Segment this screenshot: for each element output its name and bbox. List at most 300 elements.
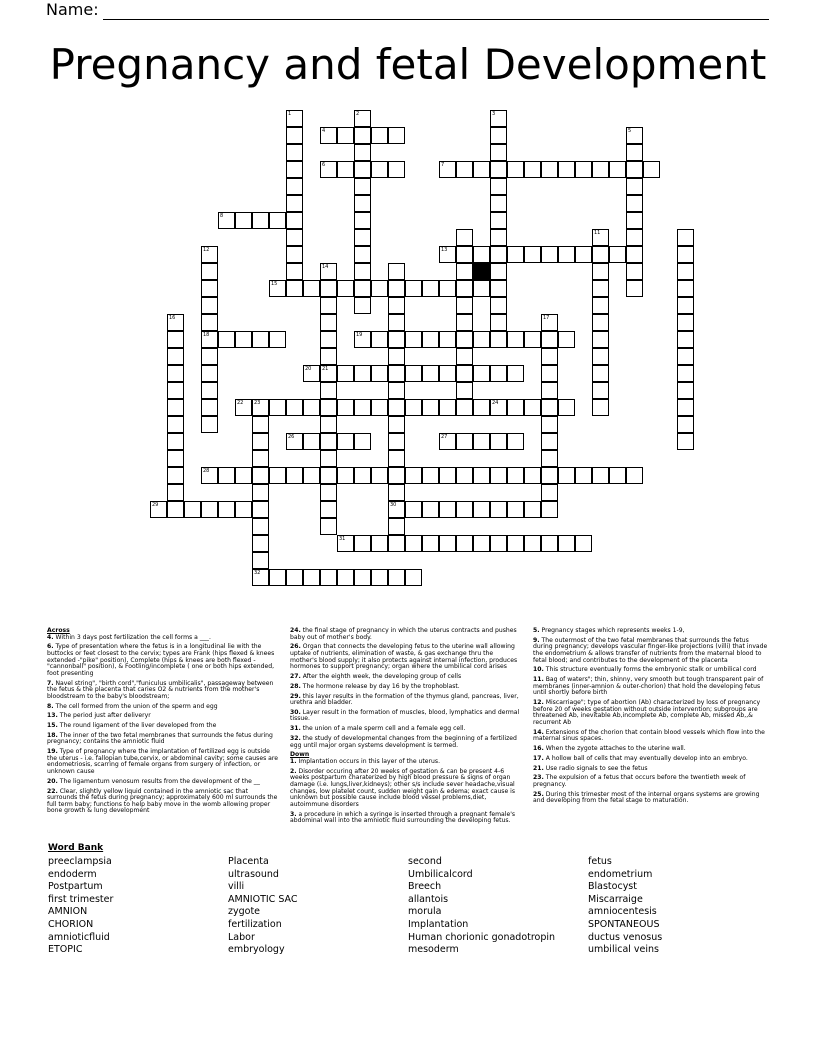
crossword-cell[interactable]: [320, 331, 337, 348]
crossword-cell[interactable]: [388, 365, 405, 382]
crossword-cell[interactable]: [405, 280, 422, 297]
crossword-cell[interactable]: [371, 127, 388, 144]
crossword-cell[interactable]: [439, 501, 456, 518]
crossword-cell[interactable]: [337, 433, 354, 450]
crossword-cell[interactable]: [201, 331, 218, 348]
crossword-cell[interactable]: [388, 416, 405, 433]
crossword-cell[interactable]: [286, 263, 303, 280]
crossword-cell[interactable]: [422, 365, 439, 382]
crossword-cell[interactable]: [320, 161, 337, 178]
crossword-cell[interactable]: [490, 178, 507, 195]
crossword-cell[interactable]: [405, 535, 422, 552]
crossword-cell[interactable]: [422, 535, 439, 552]
crossword-cell[interactable]: [388, 280, 405, 297]
crossword-cell[interactable]: [490, 263, 507, 280]
crossword-cell[interactable]: [490, 144, 507, 161]
crossword-cell[interactable]: [473, 399, 490, 416]
crossword-cell[interactable]: [405, 467, 422, 484]
crossword-cell[interactable]: [167, 467, 184, 484]
crossword-cell[interactable]: [354, 127, 371, 144]
crossword-cell[interactable]: [320, 569, 337, 586]
crossword-cell[interactable]: [507, 433, 524, 450]
crossword-cell[interactable]: [337, 161, 354, 178]
crossword-cell[interactable]: [252, 484, 269, 501]
crossword-cell[interactable]: [167, 314, 184, 331]
crossword-cell[interactable]: [592, 297, 609, 314]
crossword-cell[interactable]: [405, 399, 422, 416]
crossword-cell[interactable]: [371, 331, 388, 348]
crossword-cell[interactable]: [150, 501, 167, 518]
crossword-cell[interactable]: [490, 246, 507, 263]
crossword-cell[interactable]: [473, 433, 490, 450]
crossword-cell[interactable]: [269, 399, 286, 416]
crossword-cell[interactable]: [507, 246, 524, 263]
crossword-cell[interactable]: [490, 535, 507, 552]
crossword-cell[interactable]: [558, 467, 575, 484]
crossword-cell[interactable]: [677, 314, 694, 331]
crossword-cell[interactable]: [320, 314, 337, 331]
crossword-cell[interactable]: [456, 399, 473, 416]
crossword-cell[interactable]: [456, 314, 473, 331]
crossword-cell[interactable]: [558, 399, 575, 416]
crossword-cell[interactable]: [609, 161, 626, 178]
crossword-cell[interactable]: [541, 467, 558, 484]
crossword-cell[interactable]: [201, 297, 218, 314]
crossword-cell[interactable]: [405, 331, 422, 348]
crossword-cell[interactable]: [439, 433, 456, 450]
crossword-cell[interactable]: [592, 229, 609, 246]
crossword-cell[interactable]: [320, 399, 337, 416]
crossword-cell[interactable]: [252, 331, 269, 348]
crossword-cell[interactable]: [541, 535, 558, 552]
crossword-cell[interactable]: [456, 161, 473, 178]
crossword-cell[interactable]: [473, 365, 490, 382]
crossword-cell[interactable]: [490, 331, 507, 348]
crossword-cell[interactable]: [388, 467, 405, 484]
crossword-cell[interactable]: [269, 569, 286, 586]
crossword-cell[interactable]: [354, 144, 371, 161]
crossword-cell[interactable]: [541, 365, 558, 382]
crossword-cell[interactable]: [388, 382, 405, 399]
crossword-cell[interactable]: [626, 144, 643, 161]
crossword-cell[interactable]: [422, 467, 439, 484]
crossword-cell[interactable]: [286, 229, 303, 246]
crossword-cell[interactable]: [320, 365, 337, 382]
crossword-cell[interactable]: [354, 433, 371, 450]
crossword-cell[interactable]: [575, 246, 592, 263]
crossword-cell[interactable]: [388, 569, 405, 586]
crossword-cell[interactable]: [388, 263, 405, 280]
crossword-cell[interactable]: [286, 280, 303, 297]
crossword-cell[interactable]: [235, 501, 252, 518]
crossword-cell[interactable]: [558, 535, 575, 552]
crossword-cell[interactable]: [439, 161, 456, 178]
crossword-cell[interactable]: [320, 416, 337, 433]
crossword-cell[interactable]: [456, 501, 473, 518]
crossword-cell[interactable]: [320, 127, 337, 144]
crossword-cell[interactable]: [592, 263, 609, 280]
crossword-cell[interactable]: [167, 399, 184, 416]
crossword-cell[interactable]: [677, 348, 694, 365]
crossword-cell[interactable]: [235, 212, 252, 229]
crossword-cell[interactable]: [320, 297, 337, 314]
crossword-cell[interactable]: [320, 433, 337, 450]
crossword-cell[interactable]: [541, 348, 558, 365]
crossword-cell[interactable]: [337, 399, 354, 416]
crossword-cell[interactable]: [388, 331, 405, 348]
crossword-cell[interactable]: [626, 280, 643, 297]
crossword-cell[interactable]: [473, 161, 490, 178]
crossword-cell[interactable]: [286, 433, 303, 450]
crossword-cell[interactable]: [541, 382, 558, 399]
crossword-cell[interactable]: [524, 467, 541, 484]
crossword-cell[interactable]: [490, 280, 507, 297]
crossword-cell[interactable]: [626, 127, 643, 144]
crossword-cell[interactable]: [354, 280, 371, 297]
crossword-cell[interactable]: [592, 331, 609, 348]
crossword-cell[interactable]: [524, 161, 541, 178]
crossword-cell[interactable]: [320, 263, 337, 280]
crossword-cell[interactable]: [388, 433, 405, 450]
crossword-cell[interactable]: [626, 195, 643, 212]
crossword-cell[interactable]: [541, 501, 558, 518]
crossword-cell[interactable]: [337, 365, 354, 382]
crossword-cell[interactable]: [490, 501, 507, 518]
crossword-cell[interactable]: [456, 229, 473, 246]
crossword-cell[interactable]: [524, 399, 541, 416]
crossword-cell[interactable]: [388, 518, 405, 535]
crossword-cell[interactable]: [456, 331, 473, 348]
crossword-cell[interactable]: [558, 246, 575, 263]
crossword-cell[interactable]: [303, 467, 320, 484]
crossword-cell[interactable]: [218, 212, 235, 229]
crossword-cell[interactable]: [490, 297, 507, 314]
crossword-cell[interactable]: [677, 416, 694, 433]
crossword-cell[interactable]: [422, 399, 439, 416]
crossword-cell[interactable]: [218, 331, 235, 348]
crossword-cell[interactable]: [167, 484, 184, 501]
crossword-cell[interactable]: [354, 229, 371, 246]
crossword-cell[interactable]: [371, 399, 388, 416]
crossword-cell[interactable]: [354, 467, 371, 484]
crossword-cell[interactable]: [592, 161, 609, 178]
crossword-cell[interactable]: [167, 416, 184, 433]
crossword-cell[interactable]: [422, 280, 439, 297]
crossword-cell[interactable]: [677, 365, 694, 382]
crossword-cell[interactable]: [490, 365, 507, 382]
crossword-cell[interactable]: [286, 399, 303, 416]
crossword-cell[interactable]: [167, 348, 184, 365]
crossword-cell[interactable]: [626, 263, 643, 280]
crossword-cell[interactable]: [490, 127, 507, 144]
crossword-cell[interactable]: [626, 178, 643, 195]
crossword-cell[interactable]: [354, 569, 371, 586]
crossword-cell[interactable]: [252, 212, 269, 229]
crossword-cell[interactable]: [507, 161, 524, 178]
crossword-cell[interactable]: [354, 212, 371, 229]
crossword-cell[interactable]: [354, 297, 371, 314]
crossword-cell[interactable]: [558, 161, 575, 178]
crossword-cell[interactable]: [167, 365, 184, 382]
crossword-cell[interactable]: [677, 246, 694, 263]
crossword-cell[interactable]: [439, 280, 456, 297]
crossword-cell[interactable]: [473, 467, 490, 484]
crossword-cell[interactable]: [473, 246, 490, 263]
crossword-cell[interactable]: [592, 382, 609, 399]
crossword-cell[interactable]: [677, 280, 694, 297]
crossword-cell[interactable]: [592, 280, 609, 297]
crossword-cell[interactable]: [354, 161, 371, 178]
crossword-cell[interactable]: [286, 144, 303, 161]
crossword-cell[interactable]: [201, 365, 218, 382]
crossword-cell[interactable]: [388, 535, 405, 552]
crossword-cell[interactable]: [507, 501, 524, 518]
crossword-cell[interactable]: [218, 501, 235, 518]
crossword-cell[interactable]: [524, 246, 541, 263]
crossword-cell[interactable]: [371, 280, 388, 297]
crossword-cell[interactable]: [167, 382, 184, 399]
crossword-cell[interactable]: [490, 314, 507, 331]
crossword-cell[interactable]: [456, 297, 473, 314]
crossword-cell[interactable]: [677, 433, 694, 450]
crossword-cell[interactable]: [439, 399, 456, 416]
crossword-cell[interactable]: [354, 263, 371, 280]
crossword-cell[interactable]: [184, 501, 201, 518]
crossword-cell[interactable]: [456, 348, 473, 365]
crossword-cell[interactable]: [303, 433, 320, 450]
crossword-cell[interactable]: [269, 331, 286, 348]
crossword-cell[interactable]: [201, 314, 218, 331]
crossword-cell[interactable]: [388, 314, 405, 331]
crossword-cell[interactable]: [388, 501, 405, 518]
crossword-cell[interactable]: [201, 280, 218, 297]
crossword-cell[interactable]: [286, 127, 303, 144]
crossword-cell[interactable]: [677, 229, 694, 246]
crossword-cell[interactable]: [388, 450, 405, 467]
crossword-cell[interactable]: [303, 569, 320, 586]
crossword-cell[interactable]: [677, 331, 694, 348]
crossword-cell[interactable]: [456, 382, 473, 399]
crossword-cell[interactable]: [337, 569, 354, 586]
crossword-cell[interactable]: [201, 501, 218, 518]
crossword-cell[interactable]: [592, 399, 609, 416]
crossword-cell[interactable]: [252, 399, 269, 416]
crossword-cell[interactable]: [490, 399, 507, 416]
crossword-cell[interactable]: [677, 382, 694, 399]
crossword-cell[interactable]: [201, 263, 218, 280]
crossword-cell[interactable]: [405, 365, 422, 382]
crossword-cell[interactable]: [371, 535, 388, 552]
crossword-cell[interactable]: [456, 535, 473, 552]
crossword-cell[interactable]: [558, 331, 575, 348]
crossword-cell[interactable]: [575, 535, 592, 552]
crossword-cell[interactable]: [439, 246, 456, 263]
crossword-cell[interactable]: [252, 501, 269, 518]
crossword-cell[interactable]: [541, 416, 558, 433]
crossword-cell[interactable]: [609, 467, 626, 484]
crossword-cell[interactable]: [490, 433, 507, 450]
crossword-cell[interactable]: [252, 569, 269, 586]
crossword-cell[interactable]: [252, 518, 269, 535]
crossword-cell[interactable]: [507, 535, 524, 552]
crossword-cell[interactable]: [252, 535, 269, 552]
crossword-cell[interactable]: [439, 535, 456, 552]
crossword-cell[interactable]: [320, 450, 337, 467]
crossword-cell[interactable]: [303, 365, 320, 382]
crossword-cell[interactable]: [388, 484, 405, 501]
crossword-cell[interactable]: [303, 280, 320, 297]
crossword-cell[interactable]: [524, 535, 541, 552]
crossword-cell[interactable]: [541, 314, 558, 331]
crossword-cell[interactable]: [371, 161, 388, 178]
crossword-cell[interactable]: [201, 399, 218, 416]
crossword-cell[interactable]: [201, 467, 218, 484]
crossword-cell[interactable]: [167, 450, 184, 467]
crossword-cell[interactable]: [626, 229, 643, 246]
crossword-cell[interactable]: [405, 501, 422, 518]
crossword-cell[interactable]: [456, 246, 473, 263]
crossword-cell[interactable]: [320, 484, 337, 501]
crossword-cell[interactable]: [490, 195, 507, 212]
crossword-cell[interactable]: [252, 467, 269, 484]
crossword-cell[interactable]: [626, 467, 643, 484]
crossword-cell[interactable]: [371, 365, 388, 382]
crossword-cell[interactable]: [626, 161, 643, 178]
crossword-cell[interactable]: [337, 467, 354, 484]
crossword-cell[interactable]: [286, 178, 303, 195]
crossword-cell[interactable]: [524, 331, 541, 348]
crossword-cell[interactable]: [473, 501, 490, 518]
crossword-cell[interactable]: [388, 297, 405, 314]
crossword-cell[interactable]: [626, 212, 643, 229]
crossword-cell[interactable]: [167, 501, 184, 518]
crossword-cell[interactable]: [320, 467, 337, 484]
crossword-cell[interactable]: [388, 161, 405, 178]
crossword-cell[interactable]: [201, 348, 218, 365]
crossword-cell[interactable]: [167, 331, 184, 348]
crossword-cell[interactable]: [320, 348, 337, 365]
crossword-cell[interactable]: [473, 331, 490, 348]
crossword-cell[interactable]: [354, 178, 371, 195]
crossword-cell[interactable]: [677, 399, 694, 416]
crossword-cell[interactable]: [320, 518, 337, 535]
crossword-cell[interactable]: [592, 314, 609, 331]
crossword-cell[interactable]: [201, 416, 218, 433]
crossword-cell[interactable]: [541, 450, 558, 467]
crossword-cell[interactable]: [235, 467, 252, 484]
crossword-cell[interactable]: [541, 399, 558, 416]
crossword-cell[interactable]: [643, 161, 660, 178]
crossword-cell[interactable]: [592, 467, 609, 484]
crossword-cell[interactable]: [286, 246, 303, 263]
crossword-cell[interactable]: [286, 212, 303, 229]
crossword-cell[interactable]: [507, 399, 524, 416]
crossword-cell[interactable]: [388, 348, 405, 365]
crossword-cell[interactable]: [456, 433, 473, 450]
crossword-cell[interactable]: [354, 195, 371, 212]
crossword-cell[interactable]: [490, 161, 507, 178]
crossword-cell[interactable]: [609, 246, 626, 263]
crossword-cell[interactable]: [269, 280, 286, 297]
crossword-cell[interactable]: [218, 467, 235, 484]
crossword-cell[interactable]: [269, 212, 286, 229]
crossword-cell[interactable]: [371, 467, 388, 484]
crossword-cell[interactable]: [456, 365, 473, 382]
crossword-cell[interactable]: [320, 382, 337, 399]
crossword-cell[interactable]: [354, 246, 371, 263]
crossword-cell[interactable]: [201, 382, 218, 399]
crossword-cell[interactable]: [524, 501, 541, 518]
crossword-cell[interactable]: [456, 280, 473, 297]
crossword-cell[interactable]: [439, 365, 456, 382]
crossword-cell[interactable]: [626, 246, 643, 263]
crossword-cell[interactable]: [303, 399, 320, 416]
crossword-cell[interactable]: [677, 263, 694, 280]
crossword-cell[interactable]: [473, 280, 490, 297]
crossword-cell[interactable]: [541, 433, 558, 450]
crossword-cell[interactable]: [575, 467, 592, 484]
crossword-cell[interactable]: [405, 569, 422, 586]
crossword-cell[interactable]: [235, 399, 252, 416]
crossword-cell[interactable]: [354, 399, 371, 416]
crossword-cell[interactable]: [541, 484, 558, 501]
crossword-cell[interactable]: [456, 263, 473, 280]
crossword-cell[interactable]: [422, 331, 439, 348]
crossword-cell[interactable]: [456, 467, 473, 484]
crossword-cell[interactable]: [439, 467, 456, 484]
crossword-cell[interactable]: [354, 365, 371, 382]
crossword-cell[interactable]: [490, 212, 507, 229]
crossword-cell[interactable]: [388, 127, 405, 144]
crossword-cell[interactable]: [286, 569, 303, 586]
crossword-cell[interactable]: [286, 161, 303, 178]
crossword-cell[interactable]: [541, 161, 558, 178]
crossword-cell[interactable]: [167, 433, 184, 450]
crossword-cell[interactable]: [541, 246, 558, 263]
crossword-cell[interactable]: [541, 331, 558, 348]
crossword-cell[interactable]: [252, 450, 269, 467]
crossword-cell[interactable]: [286, 467, 303, 484]
crossword-cell[interactable]: [337, 280, 354, 297]
crossword-cell[interactable]: [286, 195, 303, 212]
crossword-cell[interactable]: [507, 331, 524, 348]
crossword-cell[interactable]: [354, 535, 371, 552]
crossword-cell[interactable]: [592, 365, 609, 382]
crossword-cell[interactable]: [354, 110, 371, 127]
crossword-cell[interactable]: [592, 348, 609, 365]
crossword-cell[interactable]: [354, 331, 371, 348]
crossword-cell[interactable]: [592, 246, 609, 263]
crossword-cell[interactable]: [252, 416, 269, 433]
crossword-cell[interactable]: [677, 297, 694, 314]
crossword-cell[interactable]: [507, 467, 524, 484]
crossword-cell[interactable]: [422, 501, 439, 518]
crossword-cell[interactable]: [286, 110, 303, 127]
crossword-cell[interactable]: [337, 535, 354, 552]
crossword-cell[interactable]: [388, 399, 405, 416]
crossword-cell[interactable]: [575, 161, 592, 178]
crossword-cell[interactable]: [269, 467, 286, 484]
crossword-cell[interactable]: [371, 569, 388, 586]
crossword-cell[interactable]: [439, 331, 456, 348]
crossword-cell[interactable]: [337, 127, 354, 144]
crossword-cell[interactable]: [490, 110, 507, 127]
crossword-cell[interactable]: [252, 552, 269, 569]
crossword-cell[interactable]: [490, 229, 507, 246]
crossword-cell[interactable]: [320, 280, 337, 297]
crossword-cell[interactable]: [252, 433, 269, 450]
crossword-cell[interactable]: [490, 467, 507, 484]
